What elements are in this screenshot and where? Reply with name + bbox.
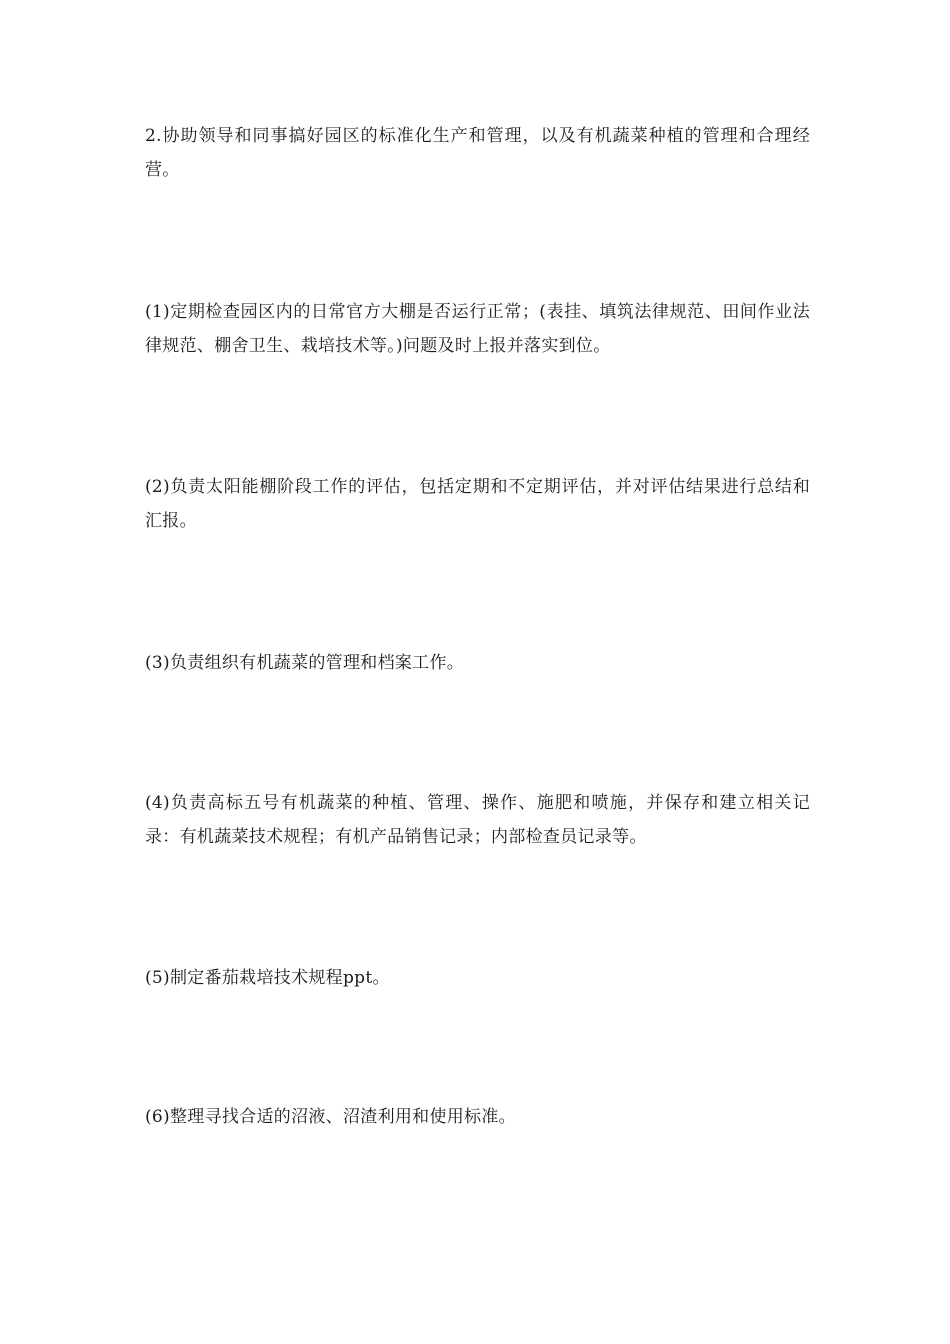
paragraph-subitem-1: (1)定期检查园区内的日常官方大棚是否运行正常；(表挂、填筑法律规范、田间作业法律规范、棚舍卫生、栽培技术等。)问题及时上报并落实到位。 xyxy=(145,302,810,356)
paragraph-subitem-2: (2)负责太阳能棚阶段工作的评估，包括定期和不定期评估，并对评估结果进行总结和汇报。 xyxy=(145,477,810,531)
paragraph-item-2: 2.协助领导和同事搞好园区的标准化生产和管理，以及有机蔬菜种植的管理和合理经营。 xyxy=(145,126,810,180)
paragraph-subitem-5: (5)制定番茄栽培技术规程ppt。 xyxy=(145,968,390,988)
paragraph-subitem-3: (3)负责组织有机蔬菜的管理和档案工作。 xyxy=(145,653,465,673)
paragraph-subitem-6: (6)整理寻找合适的沼液、沼渣利用和使用标准。 xyxy=(145,1107,516,1127)
paragraph-subitem-4: (4)负责高标五号有机蔬菜的种植、管理、操作、施肥和喷施，并保存和建立相关记录：有机蔬菜技术规程；有机产品销售记录；内部检查员记录等。 xyxy=(145,793,810,847)
